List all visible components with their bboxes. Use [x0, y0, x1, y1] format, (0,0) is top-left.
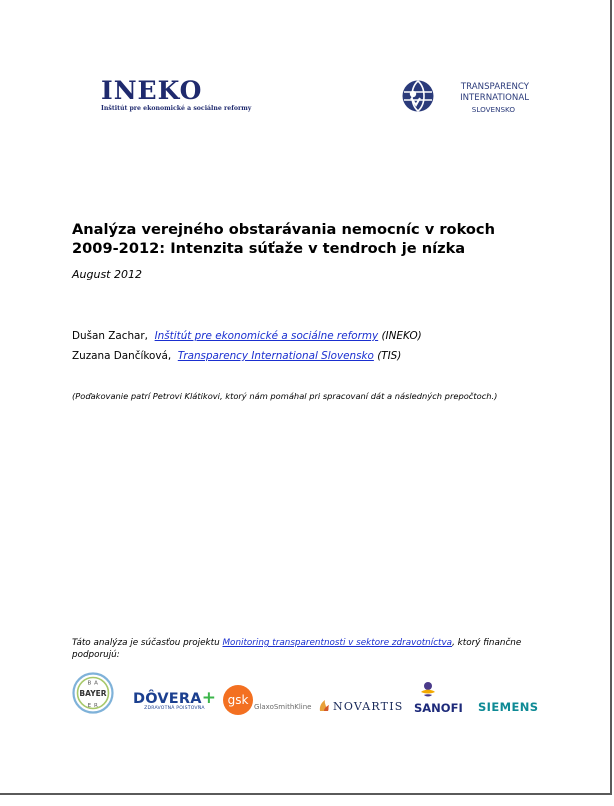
author-line [72, 350, 401, 362]
author-org-link[interactable]: Transparency International Slovensko [177, 350, 374, 362]
ti-line-3: SLOVENSKO [471, 105, 515, 114]
bayer-text: BAYER [79, 689, 107, 698]
dovera-subtitle: ZDRAVOTNÁ POISŤOVŇA [144, 706, 205, 711]
project-link[interactable]: Monitoring transparentnosti v sektore zdravotníctva [222, 638, 453, 648]
document-date: August 2012 [72, 268, 142, 281]
author-name: Zuzana Dančíková, [72, 350, 172, 362]
ineko-logo: INEKO [101, 76, 203, 105]
bayer-logo [72, 672, 114, 714]
svg-text:B A: B A [87, 680, 99, 687]
acknowledgement: (Poďakovanie patrí Petrovi Klátikovi, ktorý nám pomáhal pri spracovaní dát a následných prepočtoch.) [72, 391, 498, 401]
novartis-flame-icon [318, 699, 331, 712]
novartis-name: NOVARTIS [333, 700, 404, 713]
funding-prefix: Táto analýza je súčasťou projektu [72, 638, 223, 648]
funding-statement [72, 637, 552, 661]
document-title: Analýza verejného obstarávania nemocníc v rokoch 2009-2012: Intenzita súťaže v tendroch je nízka [72, 221, 495, 257]
siemens-name: SIEMENS [478, 700, 539, 714]
author-name: Dušan Zachar, [72, 330, 148, 342]
gsk-logo-icon [222, 684, 254, 716]
author-org-link[interactable]: Inštitút pre ekonomické a sociálne reformy [154, 330, 379, 342]
author-org-abbr: (INEKO) [381, 330, 422, 342]
ti-globe-icon [402, 80, 434, 112]
gsk-name: GlaxoSmithKline [254, 703, 312, 711]
ti-line-2: INTERNATIONAL [460, 93, 529, 103]
funding-suffix: , ktorý finančne podporujú: [72, 638, 522, 660]
ti-logo-text [439, 82, 529, 115]
sanofi-bird-icon [418, 680, 438, 700]
dovera-plus: + [201, 688, 216, 708]
ineko-subtitle: Inštitút pre ekonomické a sociálne reformy [101, 105, 252, 112]
dovera-name: DÔVERA [133, 691, 202, 707]
dovera-logo [133, 688, 216, 711]
sanofi-name: SANOFI [414, 701, 463, 715]
author-org-abbr: (TIS) [377, 350, 402, 362]
svg-text:E R: E R [87, 703, 99, 709]
gsk-mark: gsk [227, 693, 249, 707]
author-line [72, 330, 422, 342]
ti-line-1: TRANSPARENCY [460, 82, 529, 92]
